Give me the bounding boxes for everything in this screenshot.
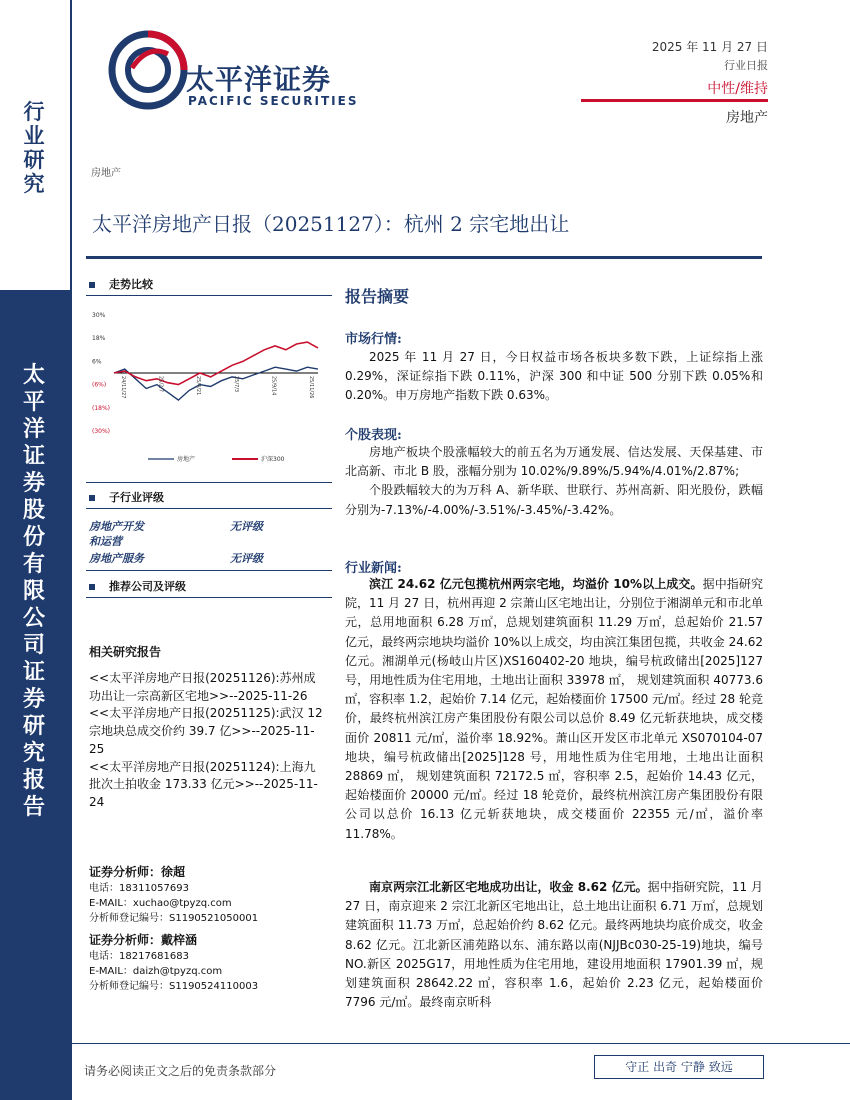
footer-motto: 守正 出奇 宁静 致远 [594, 1055, 764, 1079]
series-line-csi300 [114, 342, 318, 385]
breadcrumb: 房地产 [91, 168, 121, 179]
header-divider [581, 99, 768, 102]
x-tick-label: 25/2/7 [157, 376, 164, 393]
section-divider [86, 482, 332, 483]
page-title: 太平洋房地产日报（20251127）：杭州 2 宗宅地出让 [92, 212, 570, 236]
section-divider [86, 570, 332, 571]
report-type: 行业日报 [724, 59, 768, 72]
news-2-headline: 南京两宗江北新区宅地成功出让，收金 8.62 亿元。 [369, 880, 648, 894]
news-paragraph-2 [345, 878, 763, 1012]
analyst-block [89, 932, 329, 994]
market-head: 市场行情: [345, 332, 402, 347]
section-divider [86, 508, 332, 509]
analyst-block [89, 864, 329, 926]
report-date: 2025 年 11 月 27 日 [651, 40, 768, 54]
footer-disclaimer: 请务必阅读正文之后的免责条款部分 [84, 1064, 277, 1078]
y-tick-label: (18%) [92, 404, 111, 412]
news-1-headline: 滨江 24.62 亿元包揽杭州两宗宅地，均溢价 10%以上成交。 [369, 577, 703, 591]
x-tick-label: 25/11/26 [308, 376, 314, 399]
stock-text-gainers: 房地产板块个股涨幅较大的前五名为万通发展、信达发展、天保基建、市北高新、市北 B 股，涨幅分别为 10.02%/9.89%/5.94%/4.01%/2.87%; [345, 445, 763, 479]
recommend-section-head: 推荐公司及评级 [89, 578, 186, 594]
market-text: 2025 年 11 月 27 日，今日权益市场各板块多数下跌，上证综指上涨 0.29%，深证综指下跌 0.11%，沪深 300 和中证 500 分别下跌 0.05%和 0.20%。申万房地产指数下跌 0.63%。 [345, 350, 763, 403]
stock-head: 个股表现: [345, 428, 402, 443]
square-bullet-icon [89, 495, 95, 501]
stock-text-losers: 个股跌幅较大的为万科 A、新华联、世联行、苏州高新、阳光股份，跌幅分别为-7.13%/-4.00%/-3.51%/-3.45%/-3.42%。 [345, 483, 763, 517]
analyst-reg: 分析师登记编号：S1190521050001 [89, 913, 259, 924]
y-tick-label: (30%) [92, 428, 111, 435]
subindustry-section-head: 子行业评级 [89, 489, 164, 505]
section-divider [86, 597, 332, 598]
news-1-body: 据中指研究院，11 月 27 日，杭州再迎 2 宗萧山区宅地出让，分别位于湘湖单元和市北单元，总用地面积 6.28 万㎡，总规划建筑面积 11.29 万㎡，总起始价 21.57 亿元，最终两宗地块均溢价 10%以上成交，均由滨江集团包揽，共收金 24.62 亿元。湘湖单元(杨岐山片区)XS160402-20 地块，编号杭政储出[2025]127 号，用地性质为住宅用地，土地出让面积 33978 ㎡， 规划建筑面积 40773.6 ㎡，容积率 1.2，起始价 7.14 亿元，起始楼面价 17500 元/㎡。经过 28 轮竞价，最终杭州滨江房产集团股份有限公司以总价 8.49 亿元斩获地块，成交楼面价 20811 元/㎡，溢价率 18.92%。萧山区开发区市北单元 XS070104-07 地块，编号杭政储出[2025]128 号，用地性质为住宅用地，土地出让面积 28869 ㎡， 规划建筑面积 72172.5 ㎡，容积率 2.5，起始价 14.43 亿元，起始楼面价 20000 元/㎡。经过 18 轮竞价，最终杭州滨江房产集团股份有限公司以总价 16.13 亿元斩获地块，成交楼面价 22355 元/㎡，溢价率 11.78%。 [345, 577, 763, 841]
legend-label: 沪深300 [261, 456, 285, 463]
news-head: 行业新闻: [345, 561, 402, 576]
subindustry-rating: 无评级 [230, 520, 263, 533]
y-tick-label: 30% [92, 312, 106, 319]
abstract-title: 报告摘要 [345, 287, 410, 306]
x-tick-label: 24/11/27 [120, 376, 126, 399]
square-bullet-icon [89, 282, 95, 288]
logo-text-en: PACIFIC SECURITIES [188, 94, 359, 108]
analyst-name: 证券分析师：戴梓涵 [89, 933, 198, 947]
y-tick-label: 6% [92, 358, 102, 366]
series-line-real-estate [114, 367, 318, 400]
related-reports-list [89, 670, 325, 812]
analyst-reg: 分析师登记编号：S1190524110003 [89, 981, 259, 992]
industry-rating: 中性/维持 [707, 81, 768, 97]
y-tick-label: (6%) [92, 381, 107, 389]
sidebar-bottom-label: 太平洋证券股份有限公司证券研究报告 [22, 362, 45, 820]
square-bullet-icon [89, 584, 95, 590]
x-tick-label: 25/7/3 [232, 376, 239, 393]
subindustry-name: 房地产服务 [89, 552, 144, 565]
section-divider [86, 295, 332, 296]
related-report-link[interactable]: <<太平洋房地产日报(20251125):武汉 12 宗地块总成交价约 39.7 亿>>--2025-11-25 [89, 706, 323, 756]
logo-text-cn: 太平洋证券 [186, 63, 332, 96]
x-tick-label: 25/9/14 [270, 376, 277, 396]
x-tick-label: 25/4/21 [195, 376, 202, 396]
analyst-phone: 电话：18217681683 [89, 951, 189, 962]
related-reports-head: 相关研究报告 [89, 645, 162, 659]
title-divider [86, 256, 762, 259]
analyst-email[interactable]: E-MAIL：xuchao@tpyzq.com [89, 898, 232, 909]
analyst-name: 证券分析师：徐超 [89, 865, 186, 879]
analyst-phone: 电话：18311057693 [89, 883, 189, 894]
subindustry-name-cont: 和运营 [89, 535, 122, 548]
stock-paragraph [345, 443, 763, 520]
sidebar-bottom [0, 290, 72, 1100]
sidebar [0, 0, 72, 1100]
y-tick-label: 18% [92, 335, 106, 343]
news-2-body: 据中指研究院，11 月 27 日，南京迎来 2 宗江北新区宅地出让，总土地出让面积 6.71 万㎡，总规划建筑面积 11.73 万㎡，总起始价约 8.62 亿元。最终两地块均底价成交，收金 8.62 亿元。江北新区浦苑路以东、浦东路以南(NJJBc030-25-19)地块，编号 NO.新区 2025G17，用地性质为住宅用地，建设用地面积 17901.39 ㎡，规划建筑面积 28642.22 ㎡，容积率 1.6，起始价 2.23 亿元，起始楼面价 7796 元/㎡。最终南京昕科 [345, 880, 763, 1010]
trend-chart [86, 305, 326, 475]
trend-section-head: 走势比较 [89, 276, 153, 292]
related-report-link[interactable]: <<太平洋房地产日报(20251124):上海九批次土拍收金 173.33 亿元>>--2025-11-24 [89, 759, 318, 809]
analyst-email[interactable]: E-MAIL：daizh@tpyzq.com [89, 966, 223, 977]
sidebar-top [0, 0, 72, 290]
news-paragraph-1 [345, 575, 763, 844]
legend-label: 房地产 [177, 456, 196, 463]
footer-divider [72, 1043, 850, 1044]
related-report-link[interactable]: <<太平洋房地产日报(20251126):苏州成功出让一宗高新区宅地>>--2025-11-26 [89, 671, 316, 703]
subindustry-name: 房地产开发 [89, 520, 144, 533]
sidebar-top-label: 行业研究 [23, 99, 45, 196]
market-paragraph [345, 348, 763, 406]
subindustry-rating: 无评级 [230, 552, 263, 565]
sector-label: 房地产 [726, 110, 768, 126]
